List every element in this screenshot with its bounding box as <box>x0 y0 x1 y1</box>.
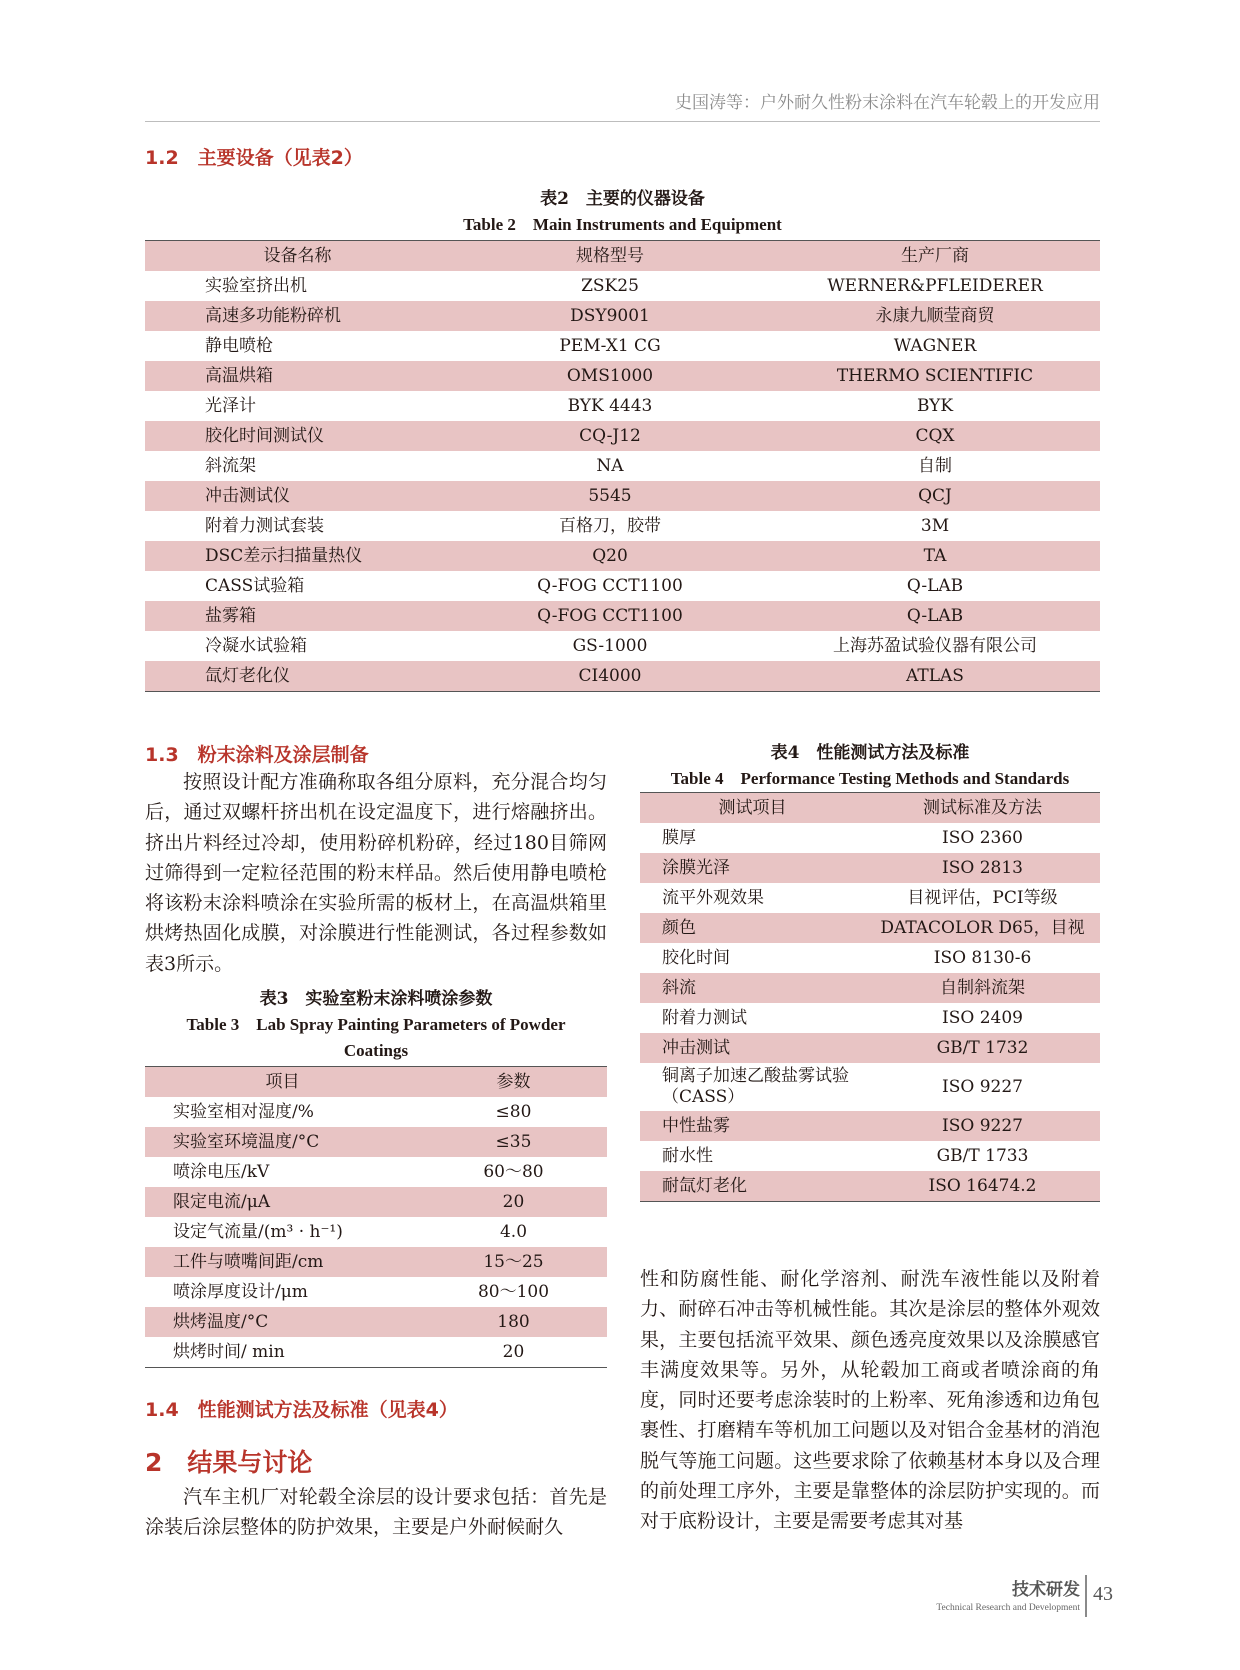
table4-cell: ISO 16474.2 <box>865 1171 1100 1202</box>
table2-header-name: 设备名称 <box>145 241 450 272</box>
table3-cell: 60～80 <box>483 1162 544 1182</box>
table2-cell: NA <box>596 456 624 476</box>
table3-row <box>145 1307 607 1337</box>
table2-cell: 自制 <box>918 456 952 476</box>
table4-row <box>640 1033 1100 1063</box>
table2-cell: 高速多功能粉碎机 <box>205 306 341 326</box>
table2-row <box>145 571 1100 601</box>
table2-header-row <box>145 241 1100 272</box>
table3-row <box>145 1217 607 1247</box>
table2-cell: QCJ <box>918 486 952 506</box>
table3-row <box>145 1157 607 1187</box>
table2-row <box>145 271 1100 301</box>
table4-cell: 中性盐雾 <box>662 1116 730 1136</box>
footer-section-zh: 技术研发 <box>1012 1580 1080 1600</box>
table3-cell: 烘烤温度/°C <box>173 1312 269 1332</box>
table4-row <box>640 913 1100 943</box>
table2-cell: 5545 <box>588 486 632 506</box>
table2-cell: 光泽计 <box>205 396 256 416</box>
table3-cell: 实验室相对湿度/% <box>173 1102 314 1122</box>
table3-row <box>145 1337 607 1368</box>
table3-cell: 实验室环境温度/°C <box>173 1132 320 1152</box>
table3-row <box>145 1277 607 1307</box>
table4-cell: ISO 9227 <box>942 1077 1023 1097</box>
table2-cell: Q20 <box>592 546 628 566</box>
table2-cell: DSC差示扫描量热仪 <box>205 546 363 566</box>
table4-cell: 颜色 <box>662 918 696 938</box>
table2-row <box>145 481 1100 511</box>
table3-cell: 80～100 <box>477 1282 550 1302</box>
table4-row <box>640 1063 1100 1111</box>
table4-cell: ISO 2360 <box>942 828 1023 848</box>
table4-row <box>640 1003 1100 1033</box>
table2-caption-zh: 表2 主要的仪器设备 <box>540 189 705 209</box>
table4-cell: ISO 2813 <box>942 858 1023 878</box>
table3-caption-en-2: Coatings <box>343 1041 409 1060</box>
table2-cell: Q-LAB <box>906 576 964 596</box>
table3-cell: ≤35 <box>495 1132 532 1152</box>
table4-cell: 冲击测试 <box>662 1038 730 1058</box>
table2-row <box>145 421 1100 451</box>
table2-row <box>145 301 1100 331</box>
table4-row <box>640 823 1100 853</box>
table2-cell: BYK <box>916 396 954 416</box>
table2-cell: GS-1000 <box>572 636 648 656</box>
table2-cell: CQ-J12 <box>579 426 641 446</box>
table3 <box>145 1066 607 1368</box>
table2-cell: 上海苏盈试验仪器有限公司 <box>833 636 1037 656</box>
table3-cell: 工件与喷嘴间距/cm <box>173 1252 324 1272</box>
table3-cell: 限定电流/μA <box>173 1192 271 1212</box>
table2-cell: CI4000 <box>450 661 770 692</box>
table2-cell: WERNER&PFLEIDERER <box>827 276 1043 296</box>
table2-cell: OMS1000 <box>566 366 654 386</box>
table3-row <box>145 1127 607 1157</box>
running-head: 史国涛等：户外耐久性粉末涂料在汽车轮毂上的开发应用 <box>145 88 1100 122</box>
table3-cell: 20 <box>502 1192 525 1212</box>
table4-caption <box>640 740 1100 792</box>
table3-cell: 烘烤时间/ min <box>145 1337 420 1368</box>
section-heading-1-3: 1.3 粉末涂料及涂层制备 <box>145 744 369 766</box>
table3-cell: 4.0 <box>499 1222 528 1242</box>
paragraph-1-3: 按照设计配方准确称取各组分原料，充分混合均匀后，通过双螺杆挤出机在设定温度下，进行熔融挤出。挤出片料经过冷却，使用粉碎机粉碎，经过180目筛网过筛得到一定粒径范围的粉末样品。然后使用静电喷枪将该粉末涂料喷涂在实验所需的板材上，在高温烘箱里烘烤热固化成膜，对涂膜进行性能测试，各过程参数如表3所示。 <box>145 771 607 975</box>
table4-row <box>640 883 1100 913</box>
table3-cell: ≤80 <box>495 1102 532 1122</box>
table3-header-param: 参数 <box>420 1067 607 1098</box>
table3-cell: 喷涂电压/kV <box>173 1162 270 1182</box>
table4-cell: 斜流 <box>662 978 696 998</box>
table2-row <box>145 541 1100 571</box>
table2-cell: CASS试验箱 <box>205 576 305 596</box>
table2-row <box>145 631 1100 661</box>
table2-cell: 胶化时间测试仪 <box>205 426 324 446</box>
table2-row <box>145 361 1100 391</box>
table3-header-row <box>145 1067 607 1098</box>
table2-cell: ZSK25 <box>581 276 639 296</box>
table2-cell: ATLAS <box>770 661 1100 692</box>
table2-cell: BYK 4443 <box>567 396 653 416</box>
table4-cell: GB/T 1733 <box>936 1146 1029 1166</box>
table2-cell: DSY9001 <box>570 306 650 326</box>
table4-cell: 膜厚 <box>662 828 696 848</box>
table3-caption <box>145 986 607 1064</box>
table4-cell: 铜离子加速乙酸盐雾试验（CASS） <box>662 1066 849 1107</box>
table4-cell: 耐水性 <box>662 1146 713 1166</box>
table3-cell: 设定气流量/(m³ · h⁻¹) <box>173 1222 343 1242</box>
table2-row <box>145 331 1100 361</box>
table2-caption-en: Table 2 Main Instruments and Equipment <box>463 215 782 234</box>
table2-cell: CQX <box>915 426 955 446</box>
section-heading-1-4: 1.4 性能测试方法及标准（见表4） <box>145 1399 458 1421</box>
footer-section-en: Technical Research and Development <box>936 1603 1080 1613</box>
table2-cell: 盐雾箱 <box>205 606 256 626</box>
table2-cell: Q-LAB <box>906 606 964 626</box>
table4-cell: 胶化时间 <box>662 948 730 968</box>
table4-header-standard: 测试标准及方法 <box>865 793 1100 824</box>
table4-cell: ISO 2409 <box>942 1008 1023 1028</box>
table2-cell: 附着力测试套装 <box>205 516 324 536</box>
table2-cell: 高温烘箱 <box>205 366 273 386</box>
table4-cell: DATACOLOR D65，目视 <box>880 918 1085 938</box>
table2-cell: 冷凝水试验箱 <box>205 636 307 656</box>
table4-cell: 流平外观效果 <box>662 888 764 908</box>
table2-cell: TA <box>923 546 947 566</box>
table2-row <box>145 511 1100 541</box>
table2-cell: THERMO SCIENTIFIC <box>836 366 1034 386</box>
table3-row <box>145 1097 607 1127</box>
table2-cell: PEM-X1 CG <box>559 336 661 356</box>
table3-cell: 15～25 <box>483 1252 544 1272</box>
table2-cell: 静电喷枪 <box>205 336 273 356</box>
table4-row <box>640 973 1100 1003</box>
table4-cell: 附着力测试 <box>662 1008 747 1028</box>
table3-row <box>145 1187 607 1217</box>
table2-cell: 实验室挤出机 <box>205 276 307 296</box>
table3-caption-en-1: Table 3 Lab Spray Painting Parameters of Powder <box>186 1015 566 1034</box>
table4-header-row <box>640 793 1100 824</box>
table4-row <box>640 1171 1100 1202</box>
table2-cell: WAGNER <box>893 336 977 356</box>
table3-row <box>145 1247 607 1277</box>
table4-header-test: 测试项目 <box>640 793 865 824</box>
table2-row <box>145 391 1100 421</box>
table4-row <box>640 943 1100 973</box>
table2-cell: 冲击测试仪 <box>205 486 290 506</box>
table4-cell: 目视评估，PCI等级 <box>907 888 1058 908</box>
table4-cell: GB/T 1732 <box>936 1038 1029 1058</box>
section-heading-2: 2 结果与讨论 <box>145 1448 313 1477</box>
table4-cell: 涂膜光泽 <box>662 858 730 878</box>
table2-header-maker: 生产厂商 <box>770 241 1100 272</box>
table2-cell: Q-FOG CCT1100 <box>537 606 683 626</box>
table2 <box>145 240 1100 692</box>
table4-row <box>640 1141 1100 1171</box>
table2-cell: 斜流架 <box>205 456 256 476</box>
table2-row <box>145 601 1100 631</box>
table2-cell: 永康九顺莹商贸 <box>875 306 995 326</box>
footer-divider <box>1085 1575 1087 1617</box>
table3-cell: 20 <box>420 1337 607 1368</box>
table4-caption-zh: 表4 性能测试方法及标准 <box>770 743 970 763</box>
table4-row <box>640 1111 1100 1141</box>
table2-cell: 氙灯老化仪 <box>145 661 450 692</box>
table2-cell: 3M <box>920 516 950 536</box>
table2-row <box>145 451 1100 481</box>
paragraph-2-left: 汽车主机厂对轮毂全涂层的设计要求包括：首先是涂装后涂层整体的防护效果，主要是户外耐候耐久 <box>145 1486 607 1539</box>
table2-cell: Q-FOG CCT1100 <box>537 576 683 596</box>
table2-header-model: 规格型号 <box>450 241 770 272</box>
table3-caption-zh: 表3 实验室粉末涂料喷涂参数 <box>259 989 493 1009</box>
table3-header-item: 项目 <box>145 1067 420 1098</box>
section-heading-1-2: 1.2 主要设备（见表2） <box>145 147 363 169</box>
table3-cell: 180 <box>497 1312 530 1332</box>
table3-cell: 喷涂厚度设计/μm <box>173 1282 308 1302</box>
table4-cell: 自制斜流架 <box>940 978 1025 998</box>
paragraph-2-right: 性和防腐性能、耐化学溶剂、耐洗车液性能以及附着力、耐碎石冲击等机械性能。其次是涂层的整体外观效果，主要包括流平效果、颜色透亮度效果以及涂膜感官丰满度效果等。另外，从轮毂加工商或者喷涂商的角度，同时还要考虑涂装时的上粉率、死角渗透和边角包裹性、打磨精车等机加工问题以及对铝合金基材的消泡脱气等施工问题。这些要求除了依赖基材本身以及合理的前处理工序外，主要是靠整体的涂层防护实现的。而对于底粉设计，主要是需要考虑其对基 <box>640 1268 1100 1533</box>
table4-caption-en: Table 4 Performance Testing Methods and Standards <box>670 769 1070 788</box>
table4-cell: ISO 8130-6 <box>933 948 1032 968</box>
table4-row <box>640 853 1100 883</box>
table2-cell: 百格刀，胶带 <box>559 516 661 536</box>
table4-cell: 耐氙灯老化 <box>640 1171 865 1202</box>
table4 <box>640 792 1100 1202</box>
table2-row <box>145 661 1100 692</box>
page-number: 43 <box>1093 1583 1113 1605</box>
table2-caption <box>145 186 1100 238</box>
table4-cell: ISO 9227 <box>942 1116 1023 1136</box>
